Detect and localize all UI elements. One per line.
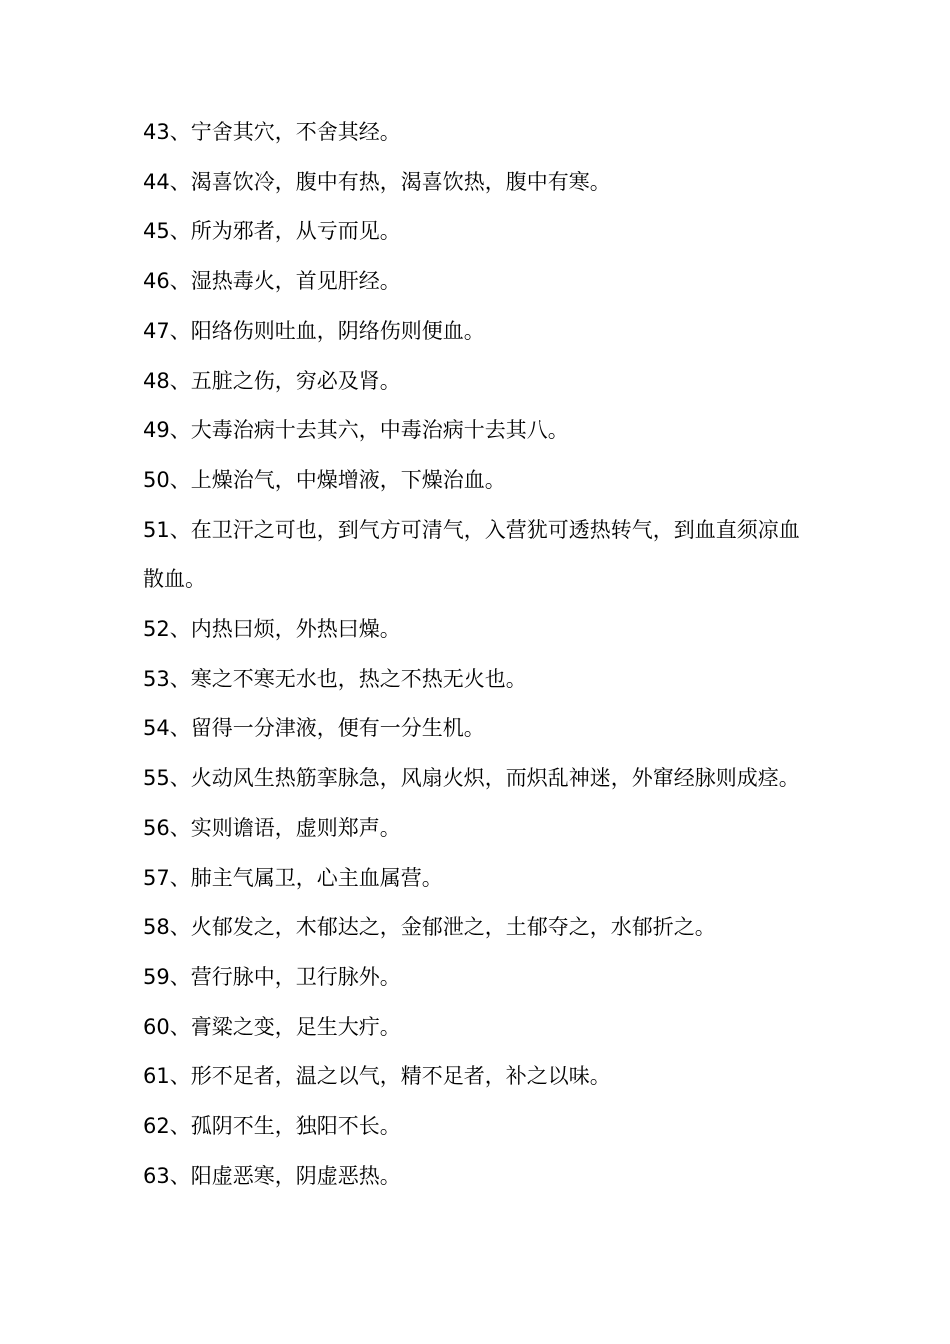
text-line: 45、所为邪者，从亏而见。 xyxy=(143,219,401,244)
text-line: 54、留得一分津液，便有一分生机。 xyxy=(143,716,485,741)
text-line: 43、宁舍其穴，不舍其经。 xyxy=(143,120,401,144)
text-line: 53、寒之不寒无水也，热之不热无火也。 xyxy=(143,666,527,691)
text-line: 48、五脏之伤，穷必及肾。 xyxy=(143,368,401,393)
text-body xyxy=(143,108,833,1201)
text-line: 62、孤阴不生，独阳不长。 xyxy=(143,1114,401,1139)
text-line: 56、实则谵语，虚则郑声。 xyxy=(143,815,401,840)
text-line: 58、火郁发之，木郁达之，金郁泄之，土郁夺之，水郁折之。 xyxy=(143,915,716,940)
text-line: 49、大毒治病十去其六，中毒治病十去其八。 xyxy=(143,418,569,443)
text-line: 50、上燥治气，中燥增液，下燥治血。 xyxy=(143,467,506,492)
text-line: 51、在卫汗之可也，到气方可清气，入营犹可透热转气，到血直须凉血 xyxy=(143,517,800,542)
text-line: 60、膏粱之变，足生大疔。 xyxy=(143,1014,401,1039)
text-line: 61、形不足者，温之以气，精不足者，补之以味。 xyxy=(143,1064,611,1089)
text-line: 59、营行脉中，卫行脉外。 xyxy=(143,964,401,989)
text-line: 52、内热曰烦，外热曰燥。 xyxy=(143,617,401,642)
text-line: 47、阳络伤则吐血，阴络伤则便血。 xyxy=(143,318,485,343)
text-line: 46、湿热毒火，首见肝经。 xyxy=(143,269,401,294)
text-line: 55、火动风生热筋挛脉急，风扇火炽，而炽乱神迷，外窜经脉则成痉。 xyxy=(143,766,800,791)
text-line: 57、肺主气属卫，心主血属营。 xyxy=(143,865,443,890)
text-line: 44、渴喜饮冷，腹中有热，渴喜饮热，腹中有寒。 xyxy=(143,169,611,194)
text-line: 63、阳虚恶寒，阴虚恶热。 xyxy=(143,1163,401,1188)
text-line: 散血。 xyxy=(143,567,206,592)
